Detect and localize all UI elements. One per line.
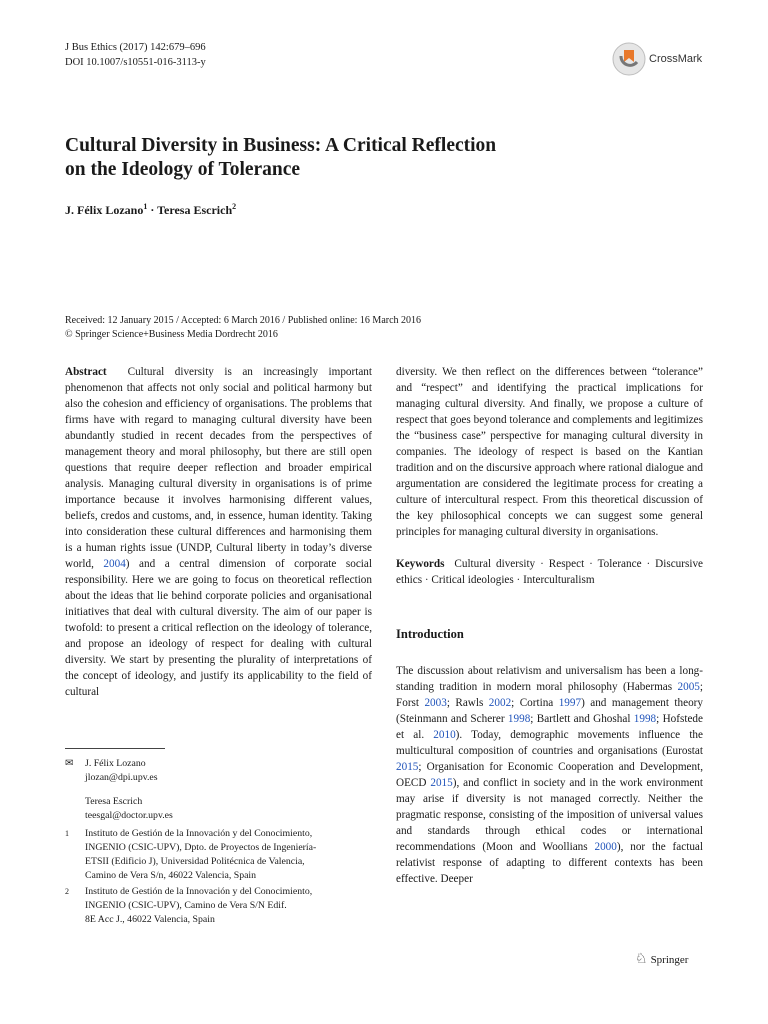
email-link[interactable]: teesgal@doctor.upv.es bbox=[85, 810, 173, 821]
introduction-paragraph bbox=[396, 663, 703, 887]
author-name[interactable]: J. Félix Lozano bbox=[65, 203, 144, 217]
citation-link[interactable]: 2015 bbox=[430, 777, 453, 789]
citation-link[interactable]: 1998 bbox=[507, 713, 531, 725]
abstract-paragraph bbox=[65, 364, 372, 700]
affiliation-1 bbox=[65, 827, 316, 883]
affiliation-line: Instituto de Gestión de la Innovación y del Conocimiento, bbox=[85, 828, 313, 839]
crossmark-label: CrossMark bbox=[649, 53, 703, 65]
crossmark-icon bbox=[612, 42, 646, 76]
body-text: ), and conflict in society and in the work environment may arise if diversity is not managed correctly. Neither the pragmatic response, consisting of the imposition of universal values and standards through ethical codes or international recommendations (Moon and Woollians bbox=[396, 777, 703, 853]
section-heading-introduction: Introduction bbox=[396, 627, 464, 641]
keywords-text: Cultural diversity · Respect · Tolerance · Discursive ethics · Critical ideologies · Interculturalism bbox=[396, 558, 704, 586]
abstract-text: Cultural diversity is an increasingly important phenomenon that affects not only social and political harmony but also the cohesion and efficiency of organisations. The problems that firms have with regard to managing cultural diversity have been abundantly studied in recent decades from the perspectives of management theory and moral philosophy, but there are still open questions that require deeper reflection and broader empirical analysis. Managing cultural diversity in organisations is of prime importance because it involves harmonising different values, beliefs, credos and customs, and, in essence, human identity. Taking into consideration these cultural differences and harmonising them is a human rights issue (UNDP, Cultural liberty in today’s diverse world, bbox=[65, 366, 373, 570]
author-separator: · bbox=[147, 203, 158, 217]
citation-link[interactable]: 1998 bbox=[633, 713, 657, 725]
citation-link[interactable]: 2000 bbox=[594, 841, 617, 853]
author-affiliation-mark: 2 bbox=[232, 202, 237, 211]
journal-citation bbox=[65, 40, 206, 70]
affiliation-line: INGENIO (CSIC-UPV), Camino de Vera S/N Edif. bbox=[85, 900, 287, 911]
abstract-text: ) and a central dimension of corporate social responsibility. Here we are going to focus on theoretical reflection about the ideas that lie behind corporate policies and organisational initiatives that deal with cultural diversity. The aim of our paper is twofold: to present a critical reflection on the ideology of tolerance, and propose an ideology of respect for dealing with cultural diversity. We start by presenting the plurality of interpretations of the concept of ideology, and justify its applicability to the field of cultural bbox=[65, 558, 372, 698]
keywords-label: Keywords bbox=[396, 558, 445, 570]
springer-horse-icon: ♘ bbox=[635, 952, 648, 967]
footnote-divider bbox=[65, 748, 165, 749]
affiliation-2 bbox=[65, 885, 312, 927]
body-text: ; Organisation for Economic Cooperation and Development, OECD bbox=[396, 761, 703, 789]
crossmark-badge[interactable] bbox=[612, 40, 708, 78]
body-text: ; Hofstede et al. bbox=[396, 713, 703, 741]
citation-link[interactable]: 1997 bbox=[558, 697, 582, 709]
abstract-continuation: diversity. We then reflect on the differences between “tolerance” and “respect” and identifying the practical implications for managing cultural diversity. And finally, we propose a culture of respect that goes beyond tolerance and complements and legitimizes the “business case” perspective for managing cultural diversity in companies. The ideology of respect is based on the Kantian tradition and on the discursive approach where rational dialogue and argumentation are considered the legitimate process for creating a culture of intercultural respect. From this theoretical discussion of the key philosophical concepts we can suggest some general principles for managing cultural diversity in organisations. bbox=[396, 366, 703, 538]
body-text: ; Bartlett and Ghoshal bbox=[530, 713, 634, 725]
citation-link[interactable]: 2004 bbox=[103, 558, 126, 570]
body-text: ). Today, demographic movements influence the multicultural composition of countries and organisations (Eurostat bbox=[396, 729, 703, 757]
publisher-name: Springer bbox=[650, 953, 689, 966]
body-text: ) and management theory (Steinmann and Scherer bbox=[396, 697, 703, 725]
affiliation-number: 2 bbox=[65, 887, 69, 896]
affiliation-line: Instituto de Gestión de la Innovación y del Conocimiento, bbox=[85, 886, 313, 897]
paper-title bbox=[65, 134, 585, 182]
citation-link[interactable]: 2003 bbox=[424, 697, 447, 709]
body-text: ; Rawls bbox=[446, 697, 489, 709]
coauthor-name: Teresa Escrich bbox=[85, 796, 143, 807]
title-line-2: on the Ideology of Tolerance bbox=[65, 159, 301, 180]
affiliation-number: 1 bbox=[65, 829, 69, 838]
body-text: ), nor the factual relativist response of adapting to different contexts has been effective. Deeper bbox=[396, 841, 703, 885]
body-text: ; Cortina bbox=[511, 697, 559, 709]
citation-link[interactable]: 2005 bbox=[677, 681, 700, 693]
body-text: ; Forst bbox=[396, 681, 703, 709]
author-affiliation-mark: 1 bbox=[143, 202, 148, 211]
left-column bbox=[65, 364, 372, 700]
dates-line: Received: 12 January 2015 / Accepted: 6 March 2016 / Published online: 16 March 2016 bbox=[65, 315, 422, 326]
right-column bbox=[396, 364, 703, 887]
affiliation-line: INGENIO (CSIC-UPV), Dpto. de Proyectos de Ingeniería- bbox=[85, 842, 317, 853]
author-name[interactable]: Teresa Escrich bbox=[157, 203, 233, 217]
affiliation-line: 8E Acc J., 46022 Valencia, Spain bbox=[85, 914, 215, 925]
citation-link[interactable]: 2015 bbox=[396, 761, 419, 773]
affiliation-line: ETSII (Edificio J), Universidad Politécnica de Valencia, bbox=[85, 856, 305, 867]
envelope-icon: ✉ bbox=[65, 758, 74, 769]
citation-link[interactable]: 2010 bbox=[433, 729, 456, 741]
keywords-paragraph bbox=[396, 556, 703, 588]
publisher-footer bbox=[635, 951, 688, 968]
copyright-line: © Springer Science+Business Media Dordrecht 2016 bbox=[65, 329, 278, 340]
doi-line[interactable]: DOI 10.1007/s10551-016-3113-y bbox=[65, 57, 206, 68]
body-text: The discussion about relativism and universalism has been a long-standing tradition in modern moral philosophy (Habermas bbox=[396, 665, 703, 693]
correspondence-block bbox=[65, 757, 173, 823]
title-line-1: Cultural Diversity in Business: A Critical Reflection bbox=[65, 135, 497, 156]
publication-dates bbox=[65, 314, 421, 342]
journal-line: J Bus Ethics (2017) 142:679–696 bbox=[65, 42, 206, 53]
citation-link[interactable]: 2002 bbox=[488, 697, 512, 709]
author-list bbox=[65, 202, 236, 218]
abstract-label: Abstract bbox=[65, 366, 107, 378]
corresponding-author-name: J. Félix Lozano bbox=[85, 758, 146, 769]
affiliation-line: Camino de Vera S/n, 46022 Valencia, Spain bbox=[85, 870, 257, 881]
email-link[interactable]: jlozan@dpi.upv.es bbox=[85, 772, 158, 783]
